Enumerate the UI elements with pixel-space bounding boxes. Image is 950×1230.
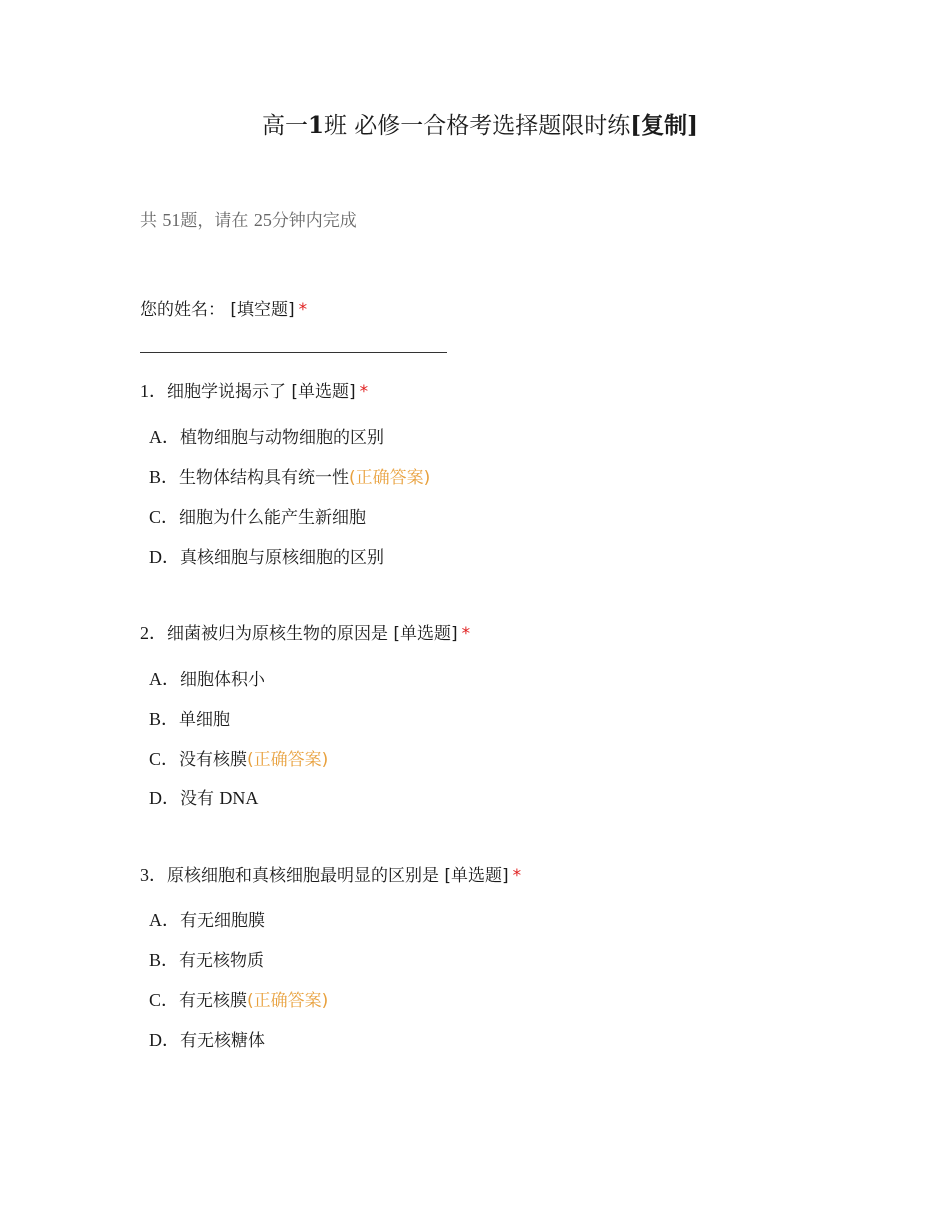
option-item[interactable] [149,1028,265,1053]
question-number: 2． [140,623,167,643]
option-item[interactable] [149,545,384,570]
option-text: 生物体结构具有统一性 [179,468,350,488]
option-item[interactable] [149,948,264,973]
option-text: 植物细胞与动物细胞的区别 [180,428,384,448]
option-letter: A． [149,669,180,689]
title-main: 班 必修一合格考选择题限时练 [323,113,631,139]
option-letter: D． [149,788,180,808]
option-item[interactable] [149,425,384,450]
question-number: 1． [140,381,167,401]
option-letter: B． [149,950,180,970]
required-marker: * [298,300,308,320]
option-letter: C． [149,507,180,527]
option-letter: A． [149,427,180,447]
correct-answer-tag: (正确答案) [247,750,329,770]
survey-description [140,208,357,233]
correct-answer-tag: (正确答案) [247,991,329,1011]
title-class-number: 1 [307,112,324,139]
required-marker: * [359,382,369,402]
description-part: 分钟内完成 [271,211,357,231]
question-type: [填空题] [230,300,295,320]
required-marker: * [461,624,471,644]
time-limit-minutes: 25 [253,210,272,230]
description-part: 题，请在 [180,211,249,231]
question-text: 原核细胞和真核细胞最明显的区别是 [167,866,439,886]
option-item[interactable] [149,786,258,811]
option-text: 有无细胞膜 [180,911,265,931]
option-letter: D． [149,547,180,567]
option-item[interactable] [149,908,265,933]
option-letter: C． [149,749,180,769]
description-part: 共 [140,211,157,231]
option-text: 真核细胞与原核细胞的区别 [180,548,384,568]
name-question [140,298,307,322]
option-letter: B． [149,709,180,729]
option-item[interactable] [149,465,430,490]
required-marker: * [512,866,522,886]
option-item[interactable] [149,505,366,530]
question-count: 51 [162,210,181,230]
option-text-latin: DNA [219,788,259,808]
option-text: 有无核糖体 [180,1031,265,1051]
option-letter: A． [149,910,180,930]
option-text: 细胞为什么能产生新细胞 [179,508,367,528]
option-letter: D． [149,1030,180,1050]
option-text: 没有核膜 [179,750,248,770]
question-text: 细菌被归为原核生物的原因是 [167,624,388,644]
page-title [0,110,950,142]
option-item[interactable] [149,988,328,1013]
correct-answer-tag: (正确答案) [349,468,431,488]
question-type: [单选题] [393,624,458,644]
name-question-label: 您的姓名： [140,300,225,320]
option-text: 没有 [180,789,220,809]
question-number: 3． [140,865,167,885]
option-letter: B． [149,467,180,487]
question-title [140,863,521,888]
question-title [140,379,368,404]
option-letter: C． [149,990,180,1010]
option-text: 单细胞 [179,710,231,730]
title-copy-tag: [复制] [630,112,699,139]
option-item[interactable] [149,707,230,732]
option-text: 有无核膜 [179,991,248,1011]
option-item[interactable] [149,667,265,692]
question-text: 细胞学说揭示了 [167,382,286,402]
option-text: 细胞体积小 [180,670,265,690]
option-text: 有无核物质 [179,951,265,971]
question-type: [单选题] [291,382,356,402]
option-item[interactable] [149,747,328,772]
question-type: [单选题] [444,866,509,886]
title-prefix: 高一 [261,113,308,139]
name-answer-blank[interactable] [140,352,447,353]
question-title [140,621,470,646]
